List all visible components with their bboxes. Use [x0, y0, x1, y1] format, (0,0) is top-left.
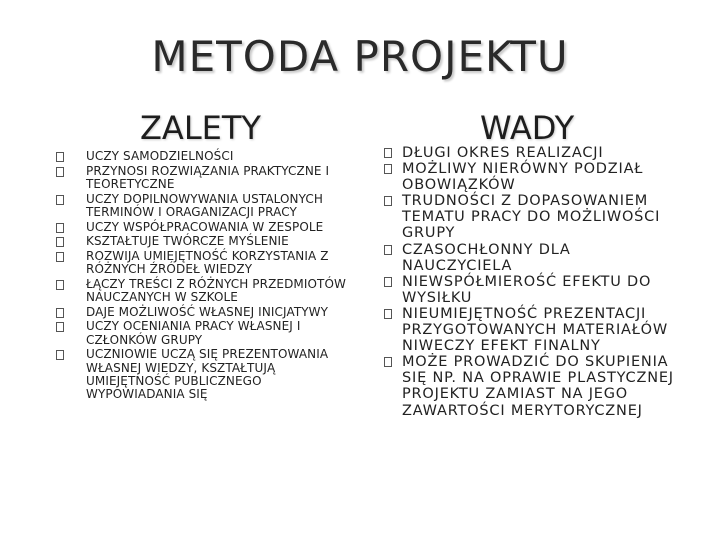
zalety-item-text: UCZY OCENIANIA PRACY WŁASNEJ I CZŁONKÓW GRUPY [86, 319, 301, 347]
zalety-heading: ZALETY [140, 109, 261, 147]
bullet-box-icon [56, 308, 64, 318]
zalety-list-item [56, 165, 356, 191]
wady-list [384, 145, 684, 419]
wady-list-item [384, 145, 684, 161]
wady-item-text: CZASOCHŁONNY DLA NAUCZYCIELA [402, 241, 571, 274]
zalety-list-item [56, 348, 356, 401]
wady-list-item [384, 242, 684, 274]
bullet-box-icon [56, 152, 64, 162]
bullet-box-icon [384, 148, 392, 158]
zalety-item-text: ROZWIJA UMIEJĘTNOŚĆ KORZYSTANIA Z RÓŻNYCH ŹRÓDEŁ WIEDZY [86, 248, 329, 277]
zalety-list-item [56, 250, 356, 276]
wady-list-item [384, 193, 684, 241]
wady-list-item [384, 306, 684, 354]
wady-item-text: TRUDNOŚCI Z DOPASOWANIEM TEMATU PRACY DO MOŻLIWOŚCI GRUPY [402, 193, 661, 242]
bullet-box-icon [384, 309, 392, 319]
bullet-box-icon [384, 357, 392, 367]
zalety-list-item [56, 150, 356, 163]
wady-item-text: DŁUGI OKRES REALIZACJI [402, 145, 604, 161]
zalety-item-text: DAJE MOŻLIWOŚĆ WŁASNEJ INICJATYWY [86, 304, 329, 319]
wady-list-item [384, 274, 684, 306]
wady-item-text: NIEUMIEJĘTNOŚĆ PREZENTACJI PRZYGOTOWANYCH MATERIAŁÓW NIWECZY EFEKT FINALNY [402, 305, 669, 355]
bullet-box-icon [384, 164, 392, 174]
bullet-box-icon [56, 237, 64, 247]
zalety-list-item [56, 320, 356, 346]
bullet-box-icon [56, 350, 64, 360]
zalety-item-text: UCZNIOWIE UCZĄ SIĘ PREZENTOWANIA WŁASNEJ WIEDZY, KSZTAŁTUJĄ UMIEJĘTNOŚĆ PUBLICZNEGO WYPOWIADANIA SIĘ [86, 347, 329, 401]
wady-list-item [384, 161, 684, 193]
bullet-box-icon [56, 195, 64, 205]
bullet-box-icon [56, 280, 64, 290]
slide-title: METODA PROJEKTU [151, 32, 569, 81]
zalety-item-text: UCZY DOPILNOWYWANIA USTALONYCH TERMINÓW I ORAGANIZACJI PRACY [86, 191, 324, 219]
zalety-item-text: UCZY WSPÓŁPRACOWANIA W ZESPOLE [86, 219, 324, 234]
wady-item-text: MOŻE PROWADZIĆ DO SKUPIENIA SIĘ NP. NA OPRAWIE PLASTYCZNEJ PROJEKTU ZAMIAST NA JEGO ZAWARTOŚCI MERYTORYCZNEJ [402, 354, 674, 419]
wady-item-text: MOŻLIWY NIERÓWNY PODZIAŁ OBOWIĄZKÓW [402, 161, 644, 194]
wady-heading: WADY [480, 109, 575, 147]
bullet-box-icon [384, 245, 392, 255]
bullet-box-icon [56, 223, 64, 233]
zalety-list-item [56, 235, 356, 248]
zalety-list [56, 150, 356, 403]
zalety-list-item [56, 306, 356, 319]
zalety-item-text: ŁĄCZY TREŚCI Z RÓŻNYCH PRZEDMIOTÓW NAUCZANYCH W SZKOLE [86, 276, 346, 305]
zalety-list-item [56, 278, 356, 304]
zalety-item-text: PRZYNOSI ROZWIĄZANIA PRAKTYCZNE I TEORETYCZNE [86, 163, 330, 191]
bullet-box-icon [384, 277, 392, 287]
zalety-list-item [56, 221, 356, 234]
wady-item-text: NIEWSPÓŁMIEROŚĆ EFEKTU DO WYSIŁKU [402, 273, 652, 306]
bullet-box-icon [384, 196, 392, 206]
bullet-box-icon [56, 252, 64, 262]
bullet-box-icon [56, 322, 64, 332]
zalety-item-text: KSZTAŁTUJE TWÓRCZE MYŚLENIE [86, 234, 289, 249]
zalety-list-item [56, 193, 356, 219]
wady-list-item [384, 354, 684, 418]
bullet-box-icon [56, 167, 64, 177]
zalety-item-text: UCZY SAMODZIELNOŚCI [86, 149, 234, 163]
